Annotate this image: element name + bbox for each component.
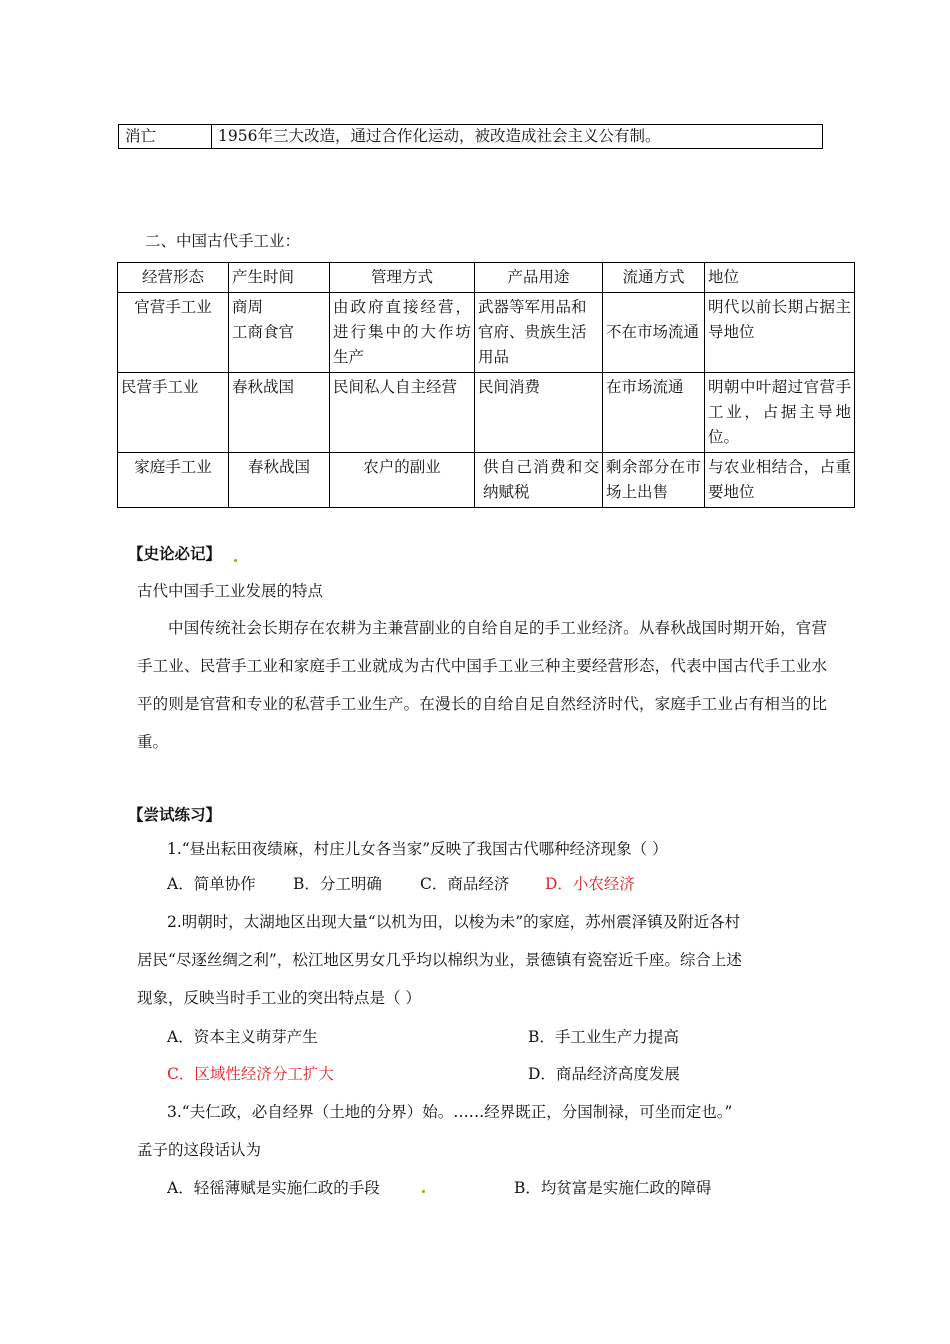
table-cell: 供自己消费和交纳赋税: [475, 453, 603, 508]
q3-option-a: A．轻徭薄赋是实施仁政的手段: [167, 1179, 380, 1197]
table-cell: 民营手工业: [118, 373, 229, 453]
table-cell: 民间消费: [475, 373, 603, 453]
question-2-line1: 2.明朝时，太湖地区出现大量“以机为田，以梭为未”的家庭，苏州震泽镇及附近各村: [167, 913, 741, 931]
practice-title: 【尝试练习】: [128, 805, 222, 824]
table-cell: 不在市场流通: [603, 293, 705, 373]
table-cell: 商周 工商食官: [229, 293, 330, 373]
marker-dot: [422, 1190, 425, 1193]
section-heading: 二、中国古代手工业：: [145, 232, 301, 250]
table-row: [118, 293, 855, 373]
header-cell: 地位: [705, 263, 855, 293]
header-cell: 经营形态: [118, 263, 229, 293]
table-row: [118, 453, 855, 508]
table-cell: 1956年三大改造，通过合作化运动，被改造成社会主义公有制。: [212, 125, 823, 149]
table-cell: 剩余部分在市场上出售: [603, 453, 705, 508]
header-cell: 产品用途: [475, 263, 603, 293]
q1-option-b: B．分工明确: [293, 875, 382, 893]
table-cell: 春秋战国: [229, 373, 330, 453]
q1-option-a: A．简单协作: [167, 875, 256, 893]
header-cell: 产生时间: [229, 263, 330, 293]
table-cell: 民间私人自主经营: [330, 373, 475, 453]
table-cell: 家庭手工业: [118, 453, 229, 508]
q1-option-c: C．商品经济: [420, 875, 510, 893]
q1-option-d-answer: D．小农经济: [545, 875, 635, 893]
table-cell: 春秋战国: [229, 453, 330, 508]
question-2-line2: 居民“尽逐丝绸之利”，松江地区男女几乎均以棉织为业，景德镇有瓷窑近千座。综合上述: [137, 951, 742, 969]
table-cell: 武器等军用品和官府、贵族生活用品: [475, 293, 603, 373]
table-cell: 农户的副业: [330, 453, 475, 508]
q2-option-b: B．手工业生产力提高: [528, 1028, 679, 1046]
header-cell: 流通方式: [603, 263, 705, 293]
q2-option-d: D．商品经济高度发展: [528, 1065, 680, 1083]
question-3-line2: 孟子的这段话认为: [137, 1141, 262, 1159]
table-cell: 明朝中叶超过官营手工业，占据主导地位。: [705, 373, 855, 453]
table-row: [119, 125, 823, 149]
table-header-row: [118, 263, 855, 293]
history-subtitle: 古代中国手工业发展的特点: [137, 582, 324, 600]
history-paragraph: 中国传统社会长期存在农耕为主兼营副业的自给自足的手工业经济。从春秋战国时期开始，官营手工业、民营手工业和家庭手工业就成为古代中国手工业三种主要经营形态，代表中国古代手工业水平的则是官营和专业的私营手工业生产。在漫长的自给自足自然经济时代，家庭手工业占有相当的比重。: [137, 619, 827, 751]
q3-option-b: B．均贫富是实施仁政的障碍: [514, 1179, 712, 1197]
handicraft-table: [117, 262, 855, 508]
header-cell: 管理方式: [330, 263, 475, 293]
q2-option-a: A．资本主义萌芽产生: [167, 1028, 318, 1046]
table-cell: 在市场流通: [603, 373, 705, 453]
table-row: [118, 373, 855, 453]
question-1: 1.“昼出耘田夜绩麻，村庄儿女各当家”反映了我国古代哪种经济现象（ ）: [167, 840, 668, 858]
table-cell: 官营手工业: [118, 293, 229, 373]
marker-dot: [234, 559, 237, 562]
question-3-line1: 3.“夫仁政，必自经界（土地的分界）始。……经界既正，分国制禄，可坐而定也。”: [167, 1103, 733, 1121]
table-top: [118, 124, 823, 149]
table-cell: 消亡: [119, 125, 212, 149]
q2-option-c-answer: C．区域性经济分工扩大: [167, 1065, 334, 1083]
history-title: 【史论必记】: [128, 544, 222, 563]
question-2-line3: 现象，反映当时手工业的突出特点是（ ）: [137, 989, 421, 1007]
table-cell: 由政府直接经营，进行集中的大作坊生产: [330, 293, 475, 373]
table-cell: 明代以前长期占据主导地位: [705, 293, 855, 373]
table-cell: 与农业相结合，占重要地位: [705, 453, 855, 508]
